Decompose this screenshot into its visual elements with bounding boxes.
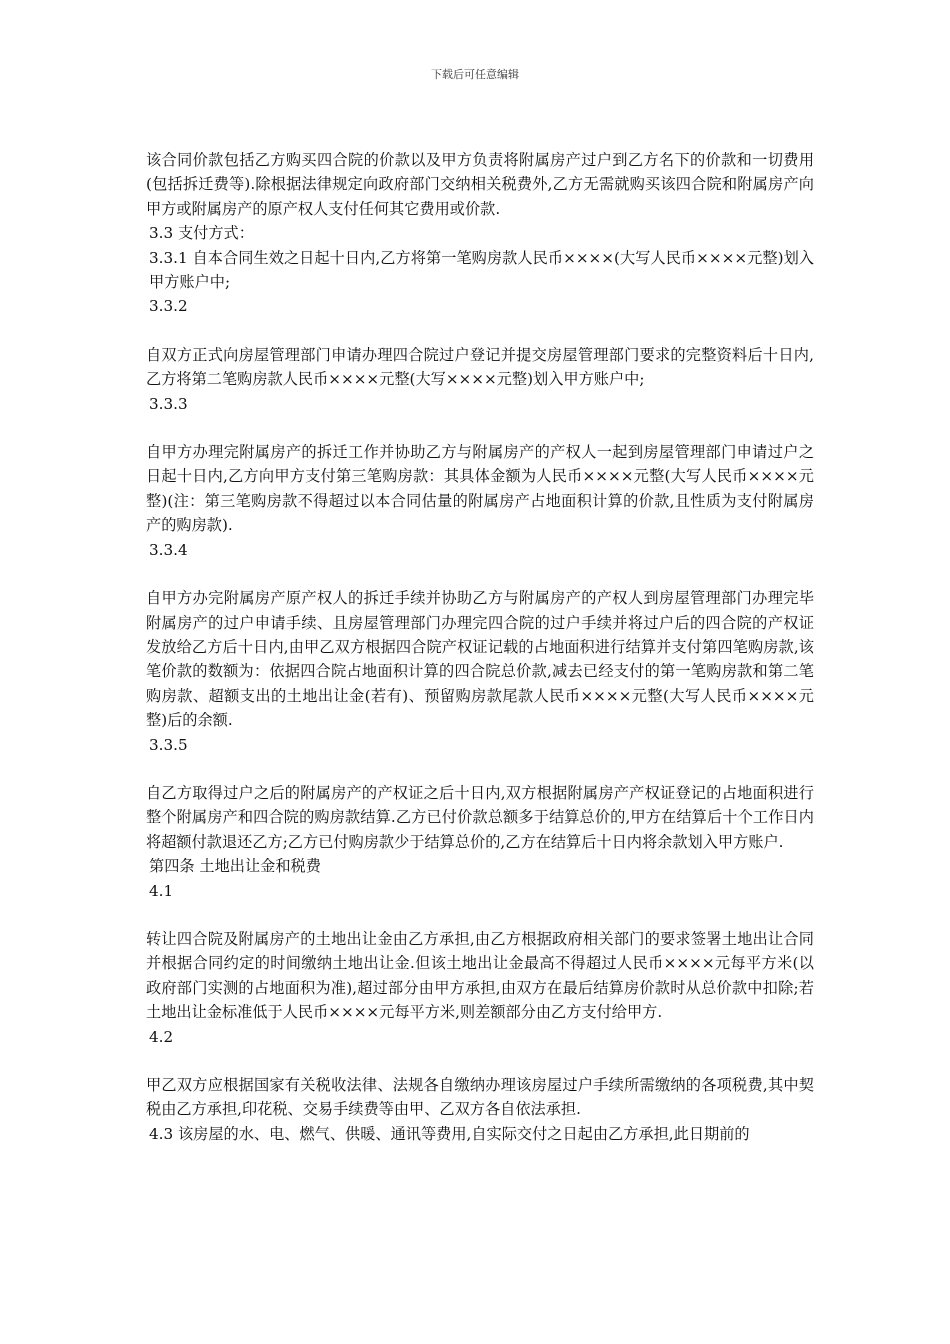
clause-4-2-text: 甲乙双方应根据国家有关税收法律、法规各自缴纳办理该房屋过户手续所需缴纳的各项税费,其中契税由乙方承担,印花税、交易手续费等由甲、乙双方各自依法承担. — [146, 1076, 814, 1119]
spacer — [146, 562, 814, 586]
clause-3-3-3-text: 自甲方办理完附属房产的拆迁工作并协助乙方与附属房产的产权人一起到房屋管理部门申请过户之日起十日内,乙方向甲方支付第三笔购房款：其具体金额为人民币××××元整(大写人民币××××元整)(注：第三笔购房款不得超过以本合同估量的附属房产占地面积计算的价款,且性质为支付附属房产的购房款). — [146, 443, 814, 535]
spacer — [146, 416, 814, 440]
clause-3-3-2-number: 3.3.2 — [149, 297, 188, 316]
clause-4-3: 4.3 该房屋的水、电、燃气、供暖、通讯等费用,自实际交付之日起由乙方承担,此日期前的 — [149, 1124, 750, 1143]
clause-4-2-number: 4.2 — [149, 1027, 174, 1046]
section-3-3-heading: 3.3 支付方式： — [149, 224, 254, 243]
clause-3-3-2-text: 自双方正式向房屋管理部门申请办理四合院过户登记并提交房屋管理部门要求的完整资料后十日内,乙方将第二笔购房款人民币××××元整(大写××××元整)划入甲方账户中; — [146, 345, 814, 389]
clause-3-3-3-number: 3.3.3 — [149, 394, 188, 413]
clause-3-3-5-text: 自乙方取得过户之后的附属房产的产权证之后十日内,双方根据附属房产产权证登记的占地面积进行整个附属房产和四合院的购房款结算.乙方已付价款总额多于结算总价的,甲方在结算后十个工作日内将超额付款退还乙方;乙方已付购房款少于结算总价的,乙方在结算后十日内将余款划入甲方账户. — [146, 783, 814, 851]
clause-3-3-5-number: 3.3.5 — [149, 735, 188, 754]
clause-3-3-4-text: 自甲方办完附属房产原产权人的拆迁手续并协助乙方与附属房产的产权人到房屋管理部门办理完毕附属房产的过户申请手续、且房屋管理部门办理完四合院的过户手续并将过户后的四合院的产权证发放给乙方后十日内,由甲乙双方根据四合院产权证记载的占地面积进行结算并支付第四笔购房款,该笔价款的数额为：依据四合院占地面积计算的四合院总价款,减去已经支付的第一笔购房款和第二笔购房款、超额支出的土地出让金(若有)、预留购房款尾款人民币××××元整(大写人民币××××元整)后的余额. — [146, 589, 814, 730]
clause-3-3-1: 3.3.1 自本合同生效之日起十日内,乙方将第一笔购房款人民币××××(大写人民币××××元整)划入甲方账户中; — [149, 248, 814, 292]
clause-4-1-text: 转让四合院及附属房产的土地出让金由乙方承担,由乙方根据政府相关部门的要求签署土地出让合同并根据合同约定的时间缴纳土地出让金.但该土地出让金最高不得超过人民币××××元每平方米(以政府部门实测的占地面积为准),超过部分由甲方承担,由双方在最后结算房价款时从总价款中扣除;若土地出让金标准低于人民币××××元每平方米,则差额部分由乙方支付给甲方. — [146, 929, 814, 1022]
spacer — [146, 1049, 814, 1073]
spacer — [146, 757, 814, 781]
spacer — [146, 903, 814, 927]
clause-4-1-number: 4.1 — [149, 881, 174, 900]
paragraph-contract-price: 该合同价款包括乙方购买四合院的价款以及甲方负责将附属房产过户到乙方名下的价款和一切费用(包括拆迁费等).除根据法律规定向政府部门交纳相关税费外,乙方无需就购买该四合院和附属房产向甲方或附属房产的原产权人支付任何其它费用或价款. — [146, 151, 814, 218]
document-body — [146, 148, 814, 1146]
page-header: 下载后可任意编辑 — [431, 68, 519, 81]
clause-3-3-4-number: 3.3.4 — [149, 540, 188, 559]
spacer — [146, 319, 814, 343]
article-4-heading: 第四条 土地出让金和税费 — [149, 857, 321, 876]
